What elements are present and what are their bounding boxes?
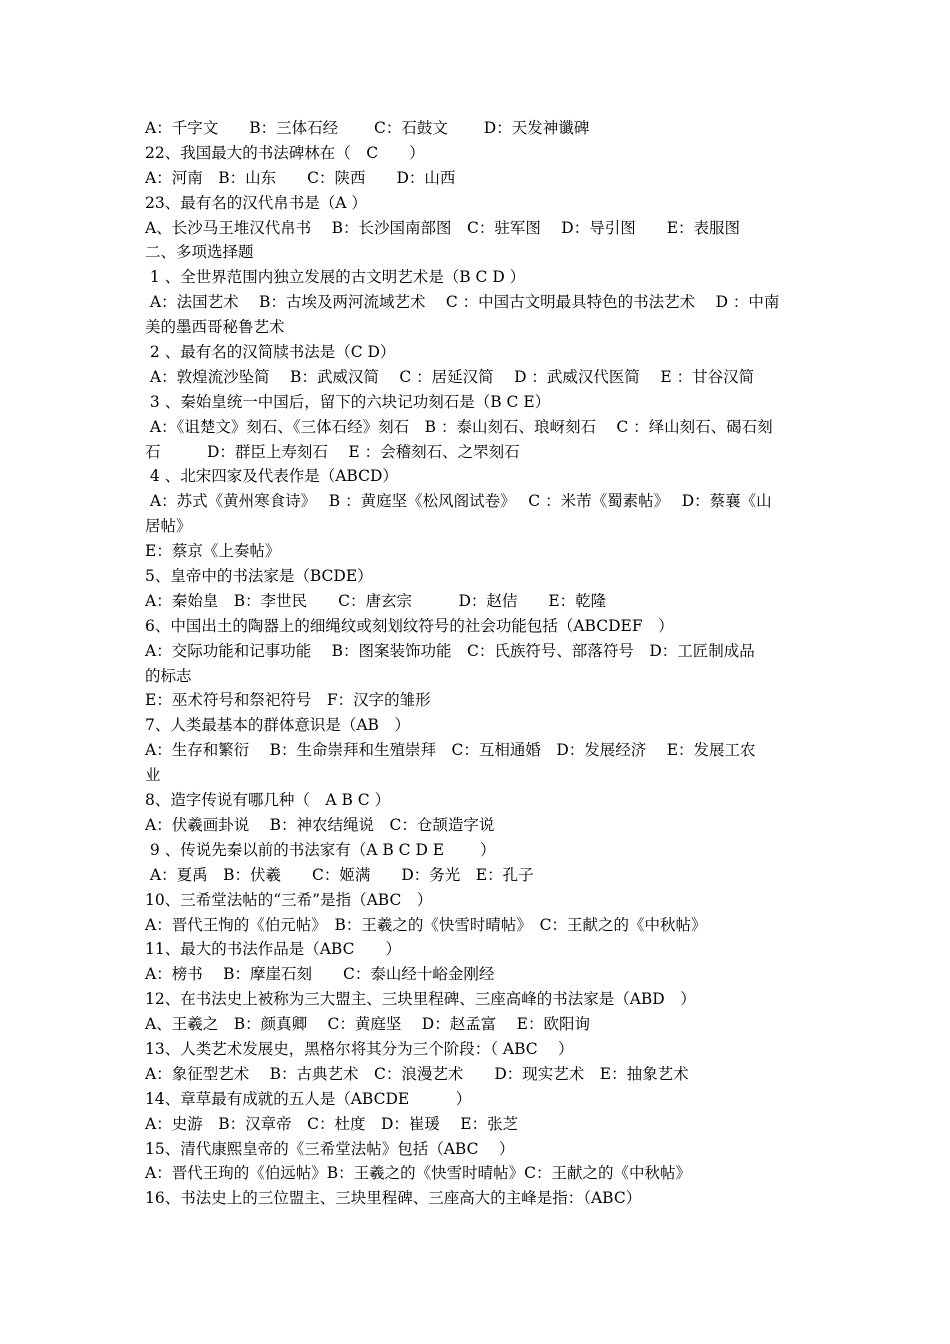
text-line: A：秦始皇 B：李世民 C：唐玄宗 D：赵佶 E：乾隆 [145, 591, 607, 610]
text-line: 16、书法史上的三位盟主、三块里程碑、三座高大的主峰是指：（ABC） [145, 1189, 642, 1208]
text-line: A：生存和繁衍 B：生命崇拜和生殖崇拜 C：互相通婚 D：发展经济 E：发展工农 [145, 741, 756, 760]
text-line: A：晋代王珣的《伯远帖》B：王羲之的《快雪时晴帖》C：王献之的《中秋帖》 [145, 1164, 691, 1183]
document-body [145, 116, 810, 1211]
text-line: 15、清代康熙皇帝的《三希堂法帖》包括（ABC ） [145, 1139, 515, 1158]
text-line: 居帖》 [145, 517, 192, 536]
text-line: E：巫术符号和祭祀符号 F：汉字的雏形 [145, 691, 431, 710]
text-line: 13、人类艺术发展史，黑格尔将其分为三个阶段：（ ABC ） [145, 1039, 574, 1058]
text-line: 12、在书法史上被称为三大盟主、三块里程碑、三座高峰的书法家是（ABD ） [145, 990, 696, 1009]
text-line: A：敦煌流沙坠简 B：武威汉简 C ：居延汉简 D ：武威汉代医简 E ：甘谷汉简 [145, 367, 755, 386]
text-line: 3 、秦始皇统一中国后，留下的六块记功刻石是（B C E） [145, 392, 551, 411]
text-line: E：蔡京《上奏帖》 [145, 542, 281, 561]
text-line: A：史游 B：汉章帝 C：杜度 D：崔瑗 E：张芝 [145, 1114, 519, 1133]
text-line: A：交际功能和记事功能 B：图案装饰功能 C：氏族符号、部落符号 D：工匠制成品 [145, 641, 755, 660]
text-line: A：苏式《黄州寒食诗》 B ：黄庭坚《松风阁试卷》 C ：米芾《蜀素帖》 D：蔡襄《山 [145, 492, 772, 511]
text-line: A：晋代王恂的《伯元帖》 B：王羲之的《快雪时晴帖》 C：王献之的《中秋帖》 [145, 915, 707, 934]
text-line: 5、皇帝中的书法家是（BCDE） [145, 567, 373, 586]
text-line: 二、多项选择题 [145, 243, 254, 262]
text-line: A、王羲之 B：颜真卿 C：黄庭坚 D：赵孟富 E：欧阳询 [145, 1015, 590, 1034]
text-line: 9 、传说先秦以前的书法家有（A B C D E ） [145, 840, 496, 859]
text-line: 石 D：群臣上寿刻石 E ：会稽刻石、之罘刻石 [145, 442, 520, 461]
text-line: 23、最有名的汉代帛书是（A ） [145, 193, 367, 212]
text-line: A：法国艺术 B：古埃及两河流域艺术 C ：中国古文明最具特色的书法艺术 D ：中南 [145, 293, 780, 312]
text-line: 11、最大的书法作品是（ABC ） [145, 940, 401, 959]
text-line: 美的墨西哥秘鲁艺术 [145, 318, 285, 337]
text-line: 6、中国出土的陶器上的细绳纹或刻划纹符号的社会功能包括（ABCDEF ） [145, 616, 674, 635]
text-line: A：千字文 B：三体石经 C：石鼓文 D：天发神谶碑 [145, 119, 590, 137]
text-line: 10、三希堂法帖的“三希”是指（ABC ） [145, 890, 433, 909]
text-line: A、长沙马王堆汉代帛书 B：长沙国南部图 C：驻军图 D：导引图 E：表服图 [145, 218, 741, 237]
text-line: A：夏禹 B：伏羲 C：姬满 D：务光 E：孔子 [145, 865, 534, 884]
text-line: 8、造字传说有哪几种（ A B C ） [145, 791, 391, 810]
text-line: 的标志 [145, 666, 192, 685]
text-line: 1 、全世界范围内独立发展的古文明艺术是（B C D ） [145, 268, 526, 287]
text-line: A：《诅楚文》刻石、《三体石经》刻石 B ：泰山刻石、琅岈刻石 C ：绎山刻石、碣石刻 [145, 417, 773, 436]
text-line: 7、人类最基本的群体意识是（AB ） [145, 716, 410, 735]
text-line: A：榜书 B：摩崖石刻 C：泰山经十峪金刚经 [145, 965, 495, 984]
text-line: 4 、北宋四家及代表作是（ABCD） [145, 467, 398, 486]
text-line: A：象征型艺术 B：古典艺术 C：浪漫艺术 D：现实艺术 E：抽象艺术 [145, 1064, 689, 1083]
text-line: 22、我国最大的书法碑林在（ C ） [145, 143, 425, 162]
text-line: A：伏羲画卦说 B：神农结绳说 C：仓颉造字说 [145, 815, 495, 834]
text-line: 2 、最有名的汉简牍书法是（C D） [145, 343, 396, 362]
text-line: A：河南 B：山东 C：陕西 D：山西 [145, 168, 456, 187]
text-line: 业 [145, 766, 161, 785]
text-line: 14、章草最有成就的五人是（ABCDE ） [145, 1089, 472, 1108]
